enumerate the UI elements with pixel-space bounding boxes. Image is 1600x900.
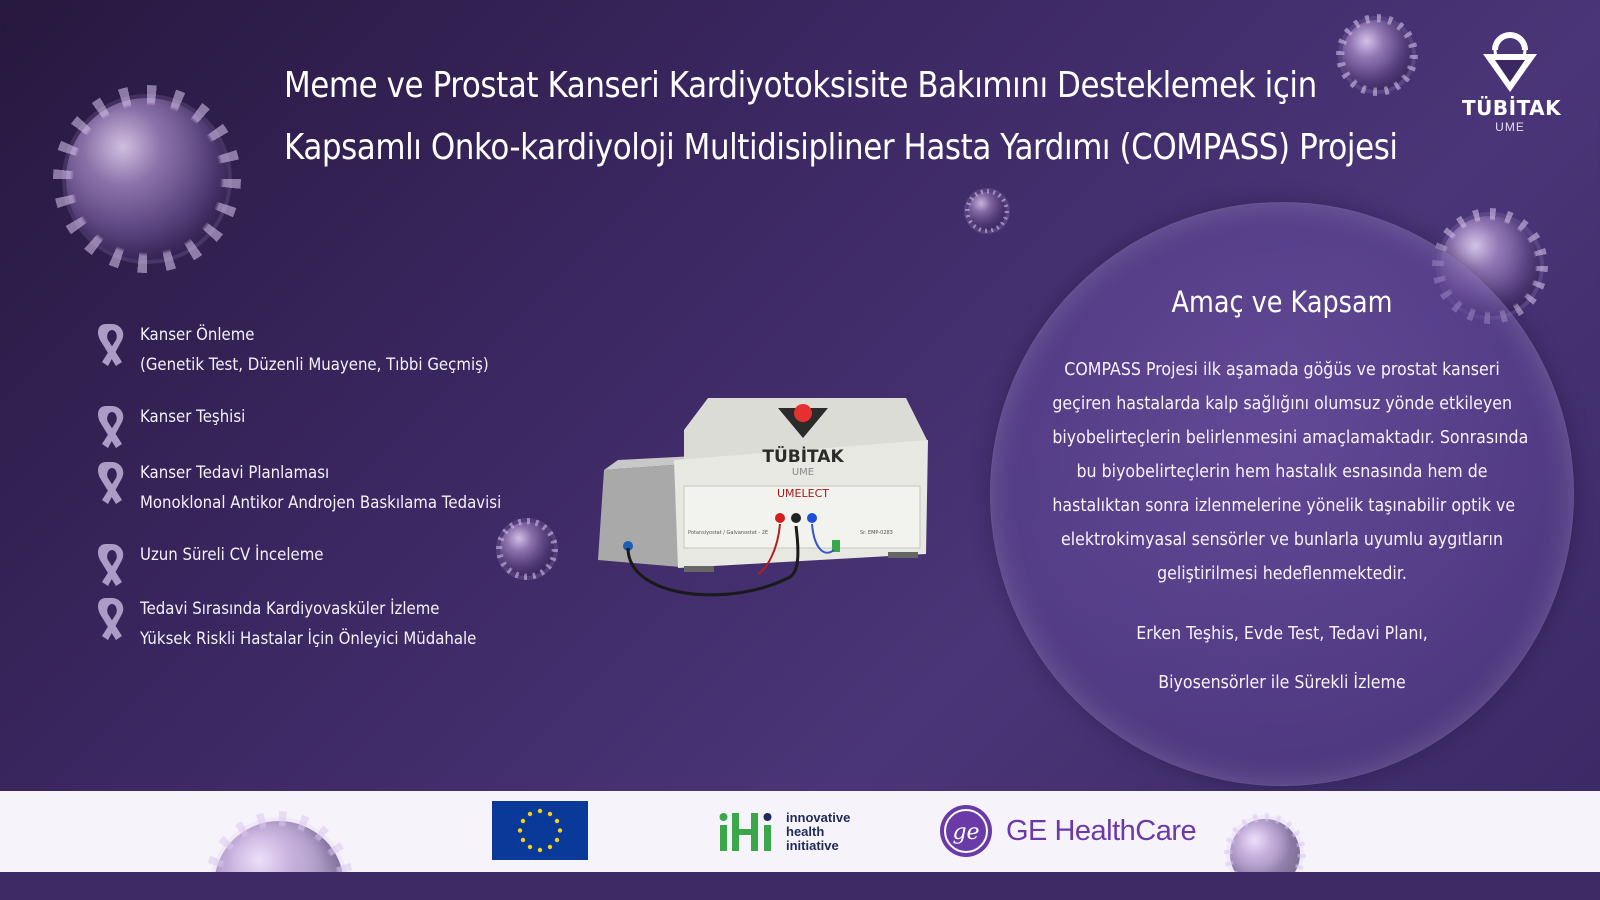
scope-body: [1052, 353, 1529, 591]
page-title: [284, 55, 1398, 179]
list-item-detail: Monoklonal Antikor Androjen Baskılama Tedavisi: [140, 493, 502, 513]
scope-body-line: geçiren hastalarda kalp sağlığını olumsuz yönde etkileyen: [1052, 393, 1513, 414]
footer-bottom-band: [0, 872, 1600, 900]
title-line-2: Kapsamlı Onko-kardiyoloji Multidisipliner Hasta Yardımı (COMPASS) Projesi: [284, 127, 1398, 168]
scope-panel: [990, 202, 1574, 786]
eu-flag-logo: [492, 801, 588, 860]
list-item-detail: Yüksek Riskli Hastalar İçin Önleyici Müdahale: [140, 629, 477, 649]
scope-body-line: geliştirilmesi hedeflenmektedir.: [1157, 563, 1407, 584]
cell-illustration-top-right: [1342, 20, 1412, 90]
ume-logo-text: UME: [1495, 120, 1525, 134]
scope-keywords-line-2: Biyosensörler ile Sürekli İzleme: [1158, 672, 1406, 693]
list-item-detail: (Genetik Test, Düzenli Muayene, Tıbbi Geçmiş): [140, 355, 489, 375]
partner-logos-footer: [0, 791, 1600, 872]
ge-healthcare-text: GE HealthCare: [1006, 814, 1197, 847]
scope-body-line: hastalıktan sonra izlenmelerine yönelik taşınabilir optik ve: [1052, 495, 1516, 516]
cell-illustration-mid: [500, 522, 554, 576]
scope-keywords-line-1: Erken Teşhis, Evde Test, Tedavi Planı,: [1136, 623, 1428, 644]
ihi-logo-text: [786, 811, 850, 853]
scope-body-line: biyobelirteçlerin belirlenmesini amaçlamaktadır. Sonrasında: [1052, 427, 1529, 448]
awareness-ribbon-icon: [86, 594, 134, 644]
device-type-label: Potansiyostat / Galvanostat - 2E: [688, 530, 769, 536]
cell-illustration-top-left: [66, 98, 228, 260]
list-item: [86, 540, 349, 590]
ihi-line-1: innovative: [786, 810, 851, 825]
list-item: [86, 402, 260, 452]
list-item-title: Kanser Teşhisi: [140, 407, 246, 427]
ihi-line-2: health: [786, 824, 825, 839]
scope-body-line: elektrokimyasal sensörler ve bunlarla uyumlu aygıtların: [1060, 529, 1504, 550]
awareness-ribbon-icon: [86, 540, 134, 590]
list-item-title: Kanser Önleme: [140, 325, 255, 345]
ihi-mark-icon: [718, 811, 780, 853]
title-line-1: Meme ve Prostat Kanseri Kardiyotoksisite Bakımını Desteklemek için: [284, 65, 1317, 106]
list-item-title: Tedavi Sırasında Kardiyovasküler İzleme: [140, 599, 440, 619]
awareness-ribbon-icon: [86, 402, 134, 452]
ge-monogram-icon: [938, 803, 994, 859]
tubitak-logo-text: TÜBİTAK: [1462, 96, 1562, 120]
tubitak-logo: [1462, 32, 1562, 134]
cell-illustration-small-center: [968, 192, 1006, 230]
awareness-ribbon-icon: [86, 320, 134, 370]
tubitak-emblem-icon: [1479, 32, 1541, 94]
device-sub-label: UME: [791, 467, 815, 478]
list-item: [86, 594, 522, 654]
list-item-title: Uzun Süreli CV İnceleme: [140, 545, 324, 565]
ihi-line-3: initiative: [786, 838, 839, 853]
list-item: [86, 458, 550, 518]
scope-body-line: COMPASS Projesi ilk aşamada göğüs ve prostat kanseri: [1064, 359, 1500, 380]
device-serial-label: Sr. EMP-0283: [860, 530, 893, 536]
device-brand-label: TÜBİTAK: [762, 447, 844, 467]
ihi-logo: [718, 809, 863, 855]
svg-text:ge: ge: [952, 820, 980, 845]
awareness-ribbon-icon: [86, 458, 134, 508]
scope-title: Amaç ve Kapsam: [1171, 285, 1393, 319]
scope-body-line: bu biyobelirteçlerin hem hastalık esnasında hem de: [1076, 461, 1488, 482]
device-model-label: UMELECT: [777, 487, 829, 500]
list-item-title: Kanser Tedavi Planlaması: [140, 463, 330, 483]
potentiostat-device-image: [588, 398, 950, 618]
ge-healthcare-logo: [938, 803, 1196, 859]
list-item: [86, 320, 536, 380]
